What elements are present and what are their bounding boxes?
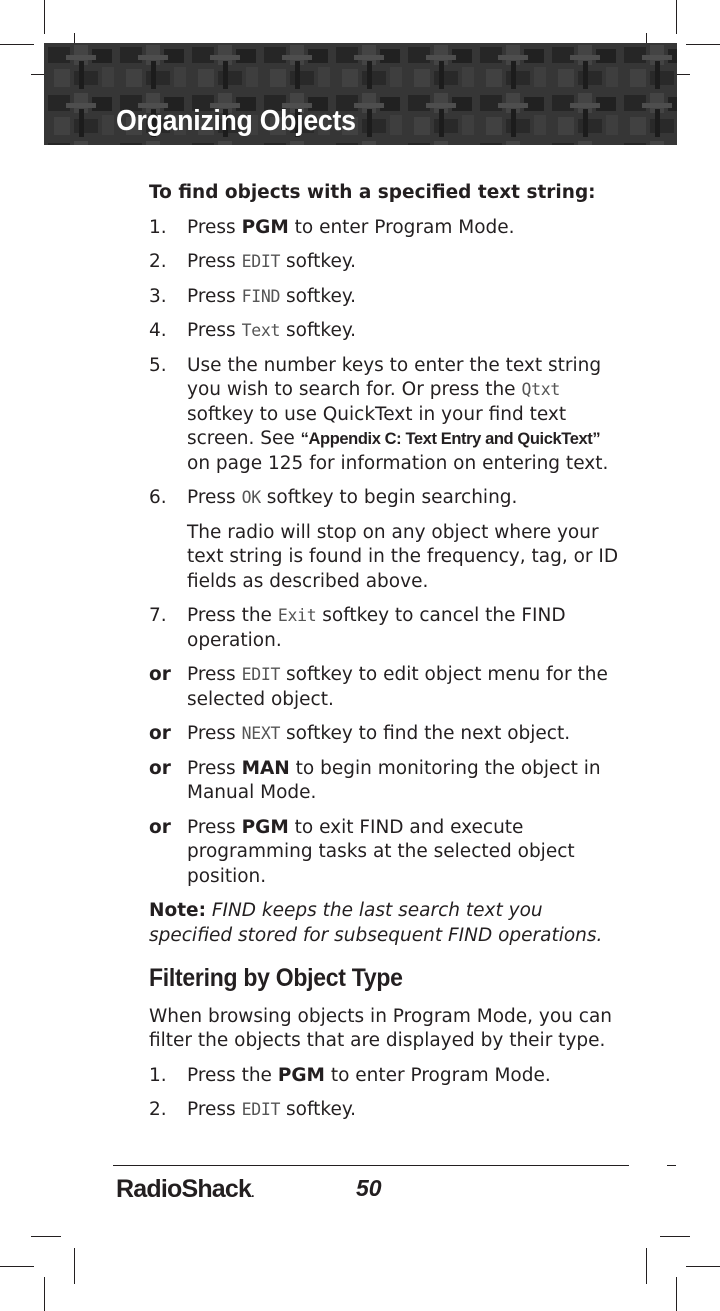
crop-mark bbox=[44, 0, 45, 34]
step-text: softkey. bbox=[280, 1099, 357, 1120]
procedure-heading: To find objects with a specified text string: bbox=[149, 182, 596, 203]
step-number: 3. bbox=[149, 285, 167, 307]
step-text: Press bbox=[187, 664, 242, 685]
crop-mark bbox=[676, 0, 677, 34]
step-text: Press the bbox=[187, 1064, 278, 1086]
list-item bbox=[149, 354, 619, 477]
brand-mark: . bbox=[251, 1186, 254, 1200]
footer-rule bbox=[113, 1165, 629, 1166]
footer-dash bbox=[667, 1165, 676, 1166]
list-item bbox=[149, 816, 619, 890]
step-text: Press bbox=[187, 285, 242, 307]
softkey-label: EDIT bbox=[241, 252, 281, 271]
step-text: softkey to find the next object. bbox=[280, 723, 571, 744]
section-heading: Filtering by Object Type bbox=[149, 964, 403, 992]
step-text: Press the bbox=[187, 605, 278, 626]
step-text: Press bbox=[187, 320, 242, 341]
step-number: 6. bbox=[149, 487, 167, 508]
crop-mark bbox=[686, 1266, 720, 1267]
or-label: or bbox=[149, 664, 171, 685]
or-label: or bbox=[149, 816, 171, 838]
step-number: 1. bbox=[149, 1064, 167, 1086]
step-text: on page 125 for information on entering text. bbox=[187, 452, 609, 474]
note bbox=[149, 899, 619, 948]
crop-mark bbox=[660, 1236, 690, 1237]
softkey-label: EDIT bbox=[241, 665, 281, 684]
step-text: Press bbox=[187, 757, 242, 779]
list-item bbox=[149, 722, 619, 747]
list-item bbox=[149, 604, 619, 653]
brand-name: RadioShack bbox=[116, 1175, 252, 1203]
crop-mark bbox=[676, 1277, 677, 1311]
crop-mark bbox=[646, 1248, 647, 1284]
crop-mark bbox=[74, 1248, 75, 1284]
crop-mark bbox=[0, 1266, 34, 1267]
brand-logo bbox=[116, 1175, 254, 1204]
step-number: 5. bbox=[149, 354, 167, 376]
step-number: 7. bbox=[149, 605, 167, 626]
or-label: or bbox=[149, 723, 171, 744]
key-label: MAN bbox=[241, 757, 290, 779]
softkey-label: FIND bbox=[241, 286, 281, 306]
list-item bbox=[149, 1098, 619, 1123]
step-text: softkey to begin searching. bbox=[260, 487, 518, 508]
step-text: Press bbox=[187, 1099, 242, 1120]
page-content bbox=[149, 181, 619, 1133]
step-text: softkey. bbox=[280, 320, 357, 341]
step-text: Use the number keys to enter the text string you wish to search for. Or press the bbox=[187, 354, 602, 400]
or-label: or bbox=[149, 757, 171, 779]
chapter-banner bbox=[44, 43, 677, 145]
step-detail: The radio will stop on any object where your text string is found in the frequency, tag, or ID fields as described above. bbox=[187, 521, 619, 592]
crop-mark bbox=[0, 44, 34, 45]
section-intro: When browsing objects in Program Mode, you can filter the objects that are displayed by their type. bbox=[149, 1005, 613, 1051]
note-label: Note: bbox=[149, 900, 206, 921]
step-number: 2. bbox=[149, 1099, 167, 1120]
step-text: to enter Program Mode. bbox=[324, 1064, 551, 1086]
step-text: Press bbox=[187, 216, 242, 238]
key-label: PGM bbox=[277, 1064, 325, 1086]
crop-mark bbox=[31, 1236, 61, 1237]
step-text: softkey. bbox=[280, 285, 357, 307]
step-text: Press bbox=[187, 487, 242, 508]
softkey-label: NEXT bbox=[241, 724, 281, 743]
step-number: 2. bbox=[149, 251, 167, 272]
list-item bbox=[149, 663, 619, 712]
crop-mark bbox=[44, 1277, 45, 1311]
step-text: to exit FIND and execute programming tasks at the selected object position. bbox=[187, 816, 575, 887]
step-number: 1. bbox=[149, 216, 167, 238]
list-item bbox=[149, 319, 619, 344]
page-title: Organizing Objects bbox=[116, 105, 356, 137]
list-item bbox=[149, 757, 619, 806]
step-text: to enter Program Mode. bbox=[288, 216, 515, 238]
list-item bbox=[149, 285, 619, 310]
softkey-label: Qtxt bbox=[521, 380, 560, 399]
step-text: to begin monitoring the object in Manual Mode. bbox=[187, 757, 601, 803]
softkey-label: EDIT bbox=[241, 1100, 281, 1119]
step-text: softkey. bbox=[280, 251, 357, 272]
list-item bbox=[149, 1064, 619, 1089]
list-item bbox=[149, 216, 619, 241]
step-text: Press bbox=[187, 723, 242, 744]
softkey-label: Text bbox=[241, 321, 281, 340]
step-text: softkey to cancel the FIND operation. bbox=[187, 605, 566, 651]
step-number: 4. bbox=[149, 320, 167, 341]
step-text: softkey to edit object menu for the selected object. bbox=[187, 664, 608, 710]
key-label: PGM bbox=[241, 216, 289, 238]
softkey-label: Exit bbox=[277, 606, 317, 625]
cross-reference-link[interactable]: “Appendix C: Text Entry and QuickText” bbox=[300, 430, 601, 448]
step-text: Press bbox=[187, 816, 242, 838]
crop-mark bbox=[686, 44, 720, 45]
step-text: Press bbox=[187, 251, 242, 272]
note-text: FIND keeps the last search text you specified stored for subsequent FIND operations. bbox=[149, 900, 603, 946]
step-text: softkey to use QuickText in your find text screen. See bbox=[187, 403, 567, 449]
softkey-label: OK bbox=[241, 488, 261, 507]
list-item bbox=[149, 250, 619, 275]
key-label: PGM bbox=[241, 816, 289, 838]
page-number: 50 bbox=[356, 1175, 382, 1201]
list-item bbox=[149, 486, 619, 511]
